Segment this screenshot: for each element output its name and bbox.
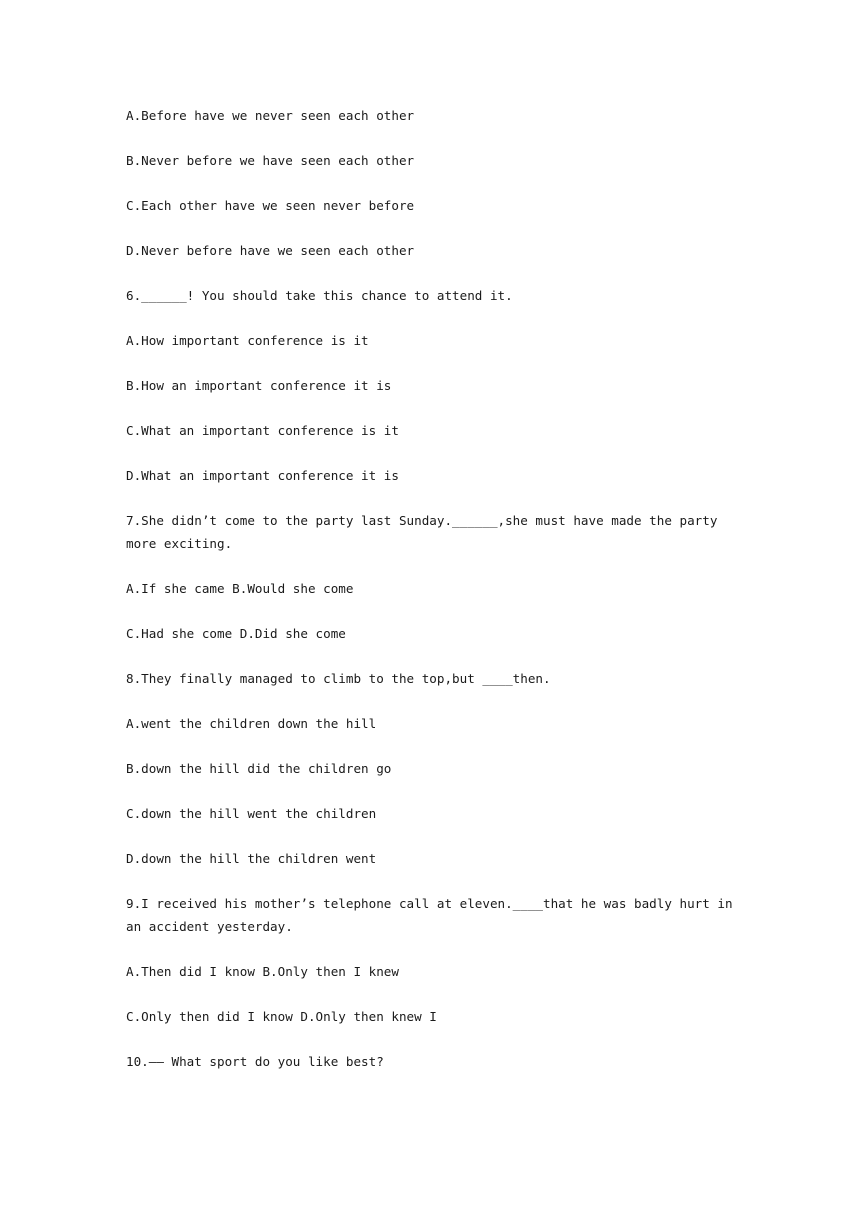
- question-6: 6.______! You should take this chance to attend it.: [126, 288, 513, 303]
- option-line-9cd: C.Only then did I know D.Only then knew I: [126, 1009, 437, 1024]
- question-7: 7.She didn’t come to the party last Sunday.______,she must have made the party more exciting.: [126, 513, 725, 551]
- option-line-5c: C.Each other have we seen never before: [126, 198, 415, 213]
- option-line-5a: A.Before have we never seen each other: [126, 108, 415, 123]
- option-line-8d: D.down the hill the children went: [126, 851, 377, 866]
- question-10: 10.—— What sport do you like best?: [126, 1054, 384, 1069]
- document-body: [126, 104, 740, 1095]
- option-line-8c: C.down the hill went the children: [126, 806, 377, 821]
- option-line-7ab: A.If she came B.Would she come: [126, 581, 354, 596]
- option-line-7cd: C.Had she come D.Did she come: [126, 626, 346, 641]
- option-line-5b: B.Never before we have seen each other: [126, 153, 415, 168]
- option-line-8a: A.went the children down the hill: [126, 716, 377, 731]
- option-line-5d: D.Never before have we seen each other: [126, 243, 415, 258]
- option-line-6a: A.How important conference is it: [126, 333, 369, 348]
- option-line-6d: D.What an important conference it is: [126, 468, 399, 483]
- option-line-6c: C.What an important conference is it: [126, 423, 399, 438]
- option-line-9ab: A.Then did I know B.Only then I knew: [126, 964, 399, 979]
- question-9: 9.I received his mother’s telephone call at eleven.____that he was badly hurt in an accident yesterday.: [126, 896, 741, 934]
- option-line-6b: B.How an important conference it is: [126, 378, 392, 393]
- question-8: 8.They finally managed to climb to the top,but ____then.: [126, 671, 551, 686]
- option-line-8b: B.down the hill did the children go: [126, 761, 392, 776]
